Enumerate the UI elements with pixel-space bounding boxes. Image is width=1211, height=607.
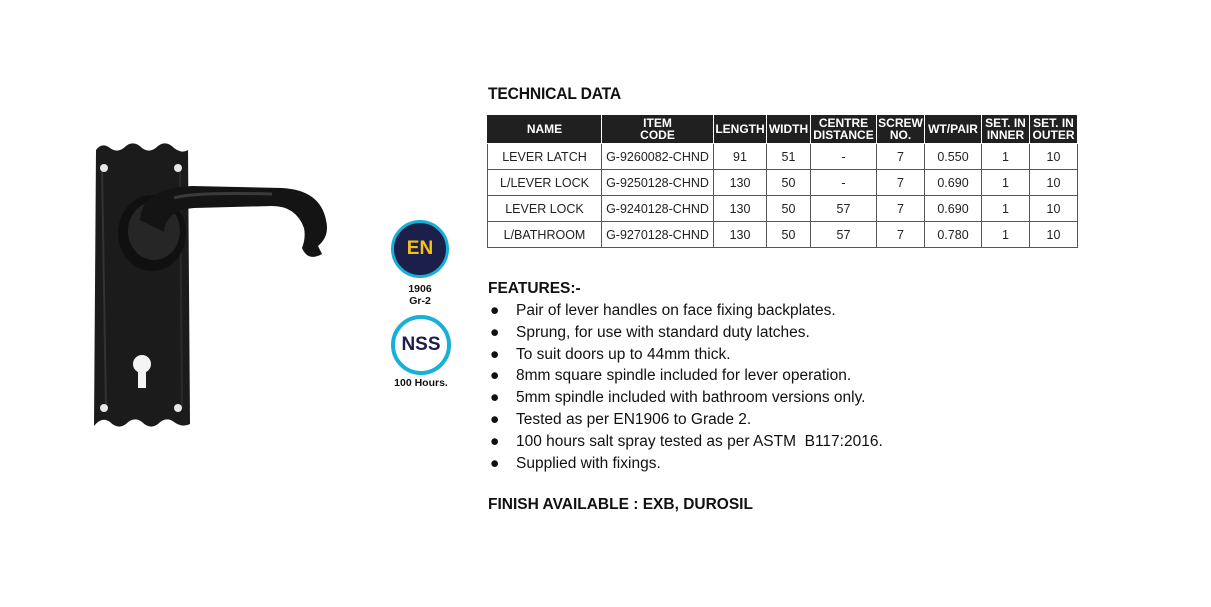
cell-length: 130	[714, 222, 767, 248]
bullet-icon: ●	[490, 432, 500, 450]
cell-wt-pair: 0.780	[925, 222, 982, 248]
cell-width: 50	[767, 170, 811, 196]
header-width: WIDTH	[767, 115, 811, 144]
bullet-icon: ●	[490, 389, 500, 407]
list-item: ● 5mm spindle included with bathroom versions only.	[488, 387, 883, 409]
cell-width: 50	[767, 222, 811, 248]
features-title: FEATURES:-	[488, 280, 581, 297]
list-item: ● 100 hours salt spray tested as per ASTM B117:2016.	[488, 431, 883, 453]
table-header-row	[488, 115, 1078, 144]
cell-set-in-outer: 10	[1030, 222, 1078, 248]
cell-set-in-inner: 1	[982, 144, 1030, 170]
header-set-in-outer: SET. IN OUTER	[1030, 115, 1078, 144]
nss-badge-label: NSS	[401, 334, 441, 355]
bullet-icon: ●	[490, 345, 500, 363]
cell-set-in-inner: 1	[982, 196, 1030, 222]
list-item: ● Tested as per EN1906 to Grade 2.	[488, 409, 883, 431]
list-item: ● 8mm square spindle included for lever operation.	[488, 365, 883, 387]
cell-item-code: G-9240128-CHND	[602, 196, 714, 222]
cell-set-in-outer: 10	[1030, 170, 1078, 196]
table-row	[488, 222, 1078, 248]
product-image	[82, 128, 342, 448]
nss-certification-badge	[391, 315, 451, 375]
header-wt-pair: WT/PAIR	[925, 115, 982, 144]
cell-screw-no: 7	[877, 222, 925, 248]
cell-name: L/BATHROOM	[488, 222, 602, 248]
list-item: ● Sprung, for use with standard duty latches.	[488, 322, 883, 344]
list-item: ● Pair of lever handles on face fixing backplates.	[488, 300, 883, 322]
cell-name: LEVER LATCH	[488, 144, 602, 170]
header-set-in-inner: SET. IN INNER	[982, 115, 1030, 144]
cell-wt-pair: 0.690	[925, 196, 982, 222]
nss-badge-caption: 100 Hours.	[394, 377, 448, 389]
bullet-icon: ●	[490, 410, 500, 428]
features-list	[488, 300, 883, 474]
table-row	[488, 196, 1078, 222]
en-grade: Gr-2	[409, 295, 431, 307]
cell-screw-no: 7	[877, 144, 925, 170]
cell-item-code: G-9270128-CHND	[602, 222, 714, 248]
cell-wt-pair: 0.690	[925, 170, 982, 196]
bullet-icon: ●	[490, 367, 500, 385]
cell-centre-distance: -	[811, 170, 877, 196]
table-row	[488, 170, 1078, 196]
bullet-icon: ●	[490, 454, 500, 472]
cell-set-in-outer: 10	[1030, 196, 1078, 222]
cell-item-code: G-9260082-CHND	[602, 144, 714, 170]
en-badge-caption	[380, 283, 460, 307]
finish-available: FINISH AVAILABLE : EXB, DUROSIL	[488, 496, 753, 513]
technical-data-table	[487, 114, 1078, 248]
cell-item-code: G-9250128-CHND	[602, 170, 714, 196]
cell-centre-distance: 57	[811, 222, 877, 248]
cell-screw-no: 7	[877, 170, 925, 196]
cell-centre-distance: -	[811, 144, 877, 170]
cell-screw-no: 7	[877, 196, 925, 222]
cell-centre-distance: 57	[811, 196, 877, 222]
cell-length: 130	[714, 170, 767, 196]
cell-set-in-inner: 1	[982, 170, 1030, 196]
cell-length: 130	[714, 196, 767, 222]
header-length: LENGTH	[714, 115, 767, 144]
cell-name: L/LEVER LOCK	[488, 170, 602, 196]
table-row	[488, 144, 1078, 170]
cell-width: 51	[767, 144, 811, 170]
bullet-icon: ●	[490, 323, 500, 341]
en-badge-label: EN	[406, 238, 434, 259]
list-item: ● Supplied with fixings.	[488, 453, 883, 475]
bullet-icon: ●	[490, 302, 500, 319]
header-centre-distance: CENTRE DISTANCE	[811, 115, 877, 144]
cell-wt-pair: 0.550	[925, 144, 982, 170]
cell-width: 50	[767, 196, 811, 222]
list-item: ● To suit doors up to 44mm thick.	[488, 344, 883, 366]
header-screw-no: SCREW NO.	[878, 116, 923, 142]
cell-set-in-inner: 1	[982, 222, 1030, 248]
en-standard-number: 1906	[408, 283, 432, 295]
cell-name: LEVER LOCK	[488, 196, 602, 222]
cell-length: 91	[714, 144, 767, 170]
technical-data-title: TECHNICAL DATA	[488, 84, 621, 103]
header-item-code: ITEM CODE	[602, 115, 714, 144]
header-name: NAME	[488, 115, 602, 144]
cell-set-in-outer: 10	[1030, 144, 1078, 170]
en-certification-badge	[391, 220, 449, 278]
